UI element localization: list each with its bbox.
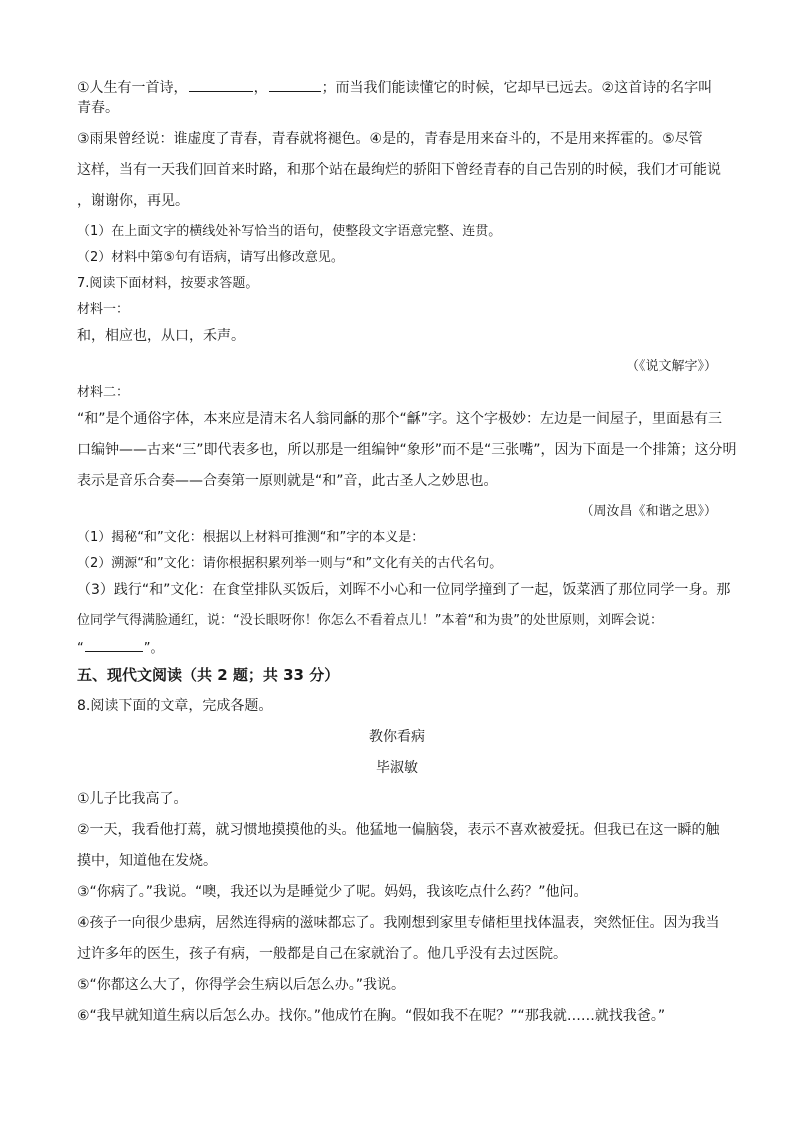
q7-material1-label: 材料一：	[77, 302, 130, 317]
article-para4-line1: ④孩子一向很少患病，居然连得病的滋味都忘了。我刚想到家里专储柜里找体温表，突然怔住。因为我当	[77, 915, 720, 931]
para1-text-a: ①人生有一首诗，	[77, 80, 188, 96]
q7-sub3-line2: 位同学气得满脸通红，说：“没长眼呀你！你怎么不看着点儿！”本着“和为贵”的处世原则，刘晖会说：	[77, 613, 663, 628]
q7-material2-line3: 表示是音乐合奏——合奏第一原则就是“和”音，此古圣人之妙思也。	[77, 473, 498, 489]
q7-sub3-line1: （3）践行“和”文化：在食堂排队买饭后，刘晖不小心和一位同学撞到了一起，饭菜洒了那位同学一身。那	[77, 582, 731, 598]
para1-sep: ，	[253, 80, 268, 96]
q7-sub1: （1）揭秘“和”文化：根据以上材料可推测“和”字的本义是：	[77, 530, 425, 545]
para2-line2: 这样，当有一天我们回首来时路，和那个站在最绚烂的骄阳下曾经青春的自己告别的时候，我们才可能说	[77, 162, 721, 178]
para1-line2: 青春。	[77, 100, 119, 116]
q7-material2-label: 材料二：	[77, 385, 130, 400]
article-para3: ③“你病了。”我说。“噢，我还以为是睡觉少了呢。妈妈，我该吃点什么药？”他问。	[77, 884, 588, 900]
article-para2-line2: 摸中，知道他在发烧。	[77, 853, 217, 869]
quote-close: ”。	[143, 641, 164, 656]
q6-sub2: （2）材料中第⑤句有语病，请写出修改意见。	[77, 250, 344, 265]
q7-sub2: （2）溯源“和”文化：请你根据积累列举一则与“和”文化有关的古代名句。	[77, 556, 503, 571]
q7-stem: 7.阅读下面材料，按要求答题。	[77, 276, 259, 291]
para2-line1: ③雨果曾经说：谁虚度了青春，青春就将褪色。④是的，青春是用来奋斗的，不是用来挥霍的。⑤尽管	[77, 131, 703, 147]
article-para4-line2: 过许多年的医生，孩子有病，一般都是自己在家就治了。他几乎没有去过医院。	[77, 946, 567, 962]
article-title: 教你看病	[369, 729, 425, 745]
para1-text-b: ；而当我们能读懂它的时候，它却早已远去。②这首诗的名字叫	[321, 80, 713, 96]
article-para1: ①儿子比我高了。	[77, 791, 188, 807]
q6-sub1: （1）在上面文字的横线处补写恰当的语句，使整段文字语意完整、连贯。	[77, 224, 502, 239]
q7-sub3-line3	[77, 637, 717, 659]
quote-open: “	[77, 641, 84, 656]
document-page	[77, 77, 737, 1037]
para1-line1	[77, 77, 717, 98]
para2-line3: ，谢谢你，再见。	[77, 193, 189, 209]
article-para6: ⑥“我早就知道生病以后怎么办。找你。”他成竹在胸。“假如我不在呢？”“那我就……就找我爸。”	[77, 1008, 666, 1024]
section5-title: 五、现代文阅读（共 2 题；共 33 分）	[77, 666, 340, 684]
q7-material1-source: （《说文解字》）	[625, 359, 717, 374]
q7-material2-source: （周汝昌《和谐之思》）	[580, 504, 717, 519]
answer-blank-2[interactable]	[269, 77, 321, 92]
article-author: 毕淑敏	[376, 760, 418, 776]
q8-stem: 8.阅读下面的文章，完成各题。	[77, 698, 273, 714]
article-para2-line1: ②一天，我看他打蔫，就习惯地摸摸他的头。他猛地一偏脑袋，表示不喜欢被爱抚。但我已在这一瞬的触	[77, 822, 720, 838]
article-para5: ⑤“你都这么大了，你得学会生病以后怎么办。”我说。	[77, 977, 406, 993]
answer-blank-3[interactable]	[85, 637, 143, 652]
q7-material2-line2: 口编钟——古来“三”即代表多也，所以那是一组编钟“象形”而不是“三张嘴”，因为下面是一个排箫；这分明	[77, 442, 737, 458]
q7-material1-text: 和，相应也，从口，禾声。	[77, 328, 245, 344]
answer-blank-1[interactable]	[189, 77, 253, 92]
q7-material2-line1: “和”是个通俗字体，本来应是清末名人翁同龢的那个“龢”字。这个字极妙：左边是一间屋子，里面悬有三	[77, 411, 723, 427]
